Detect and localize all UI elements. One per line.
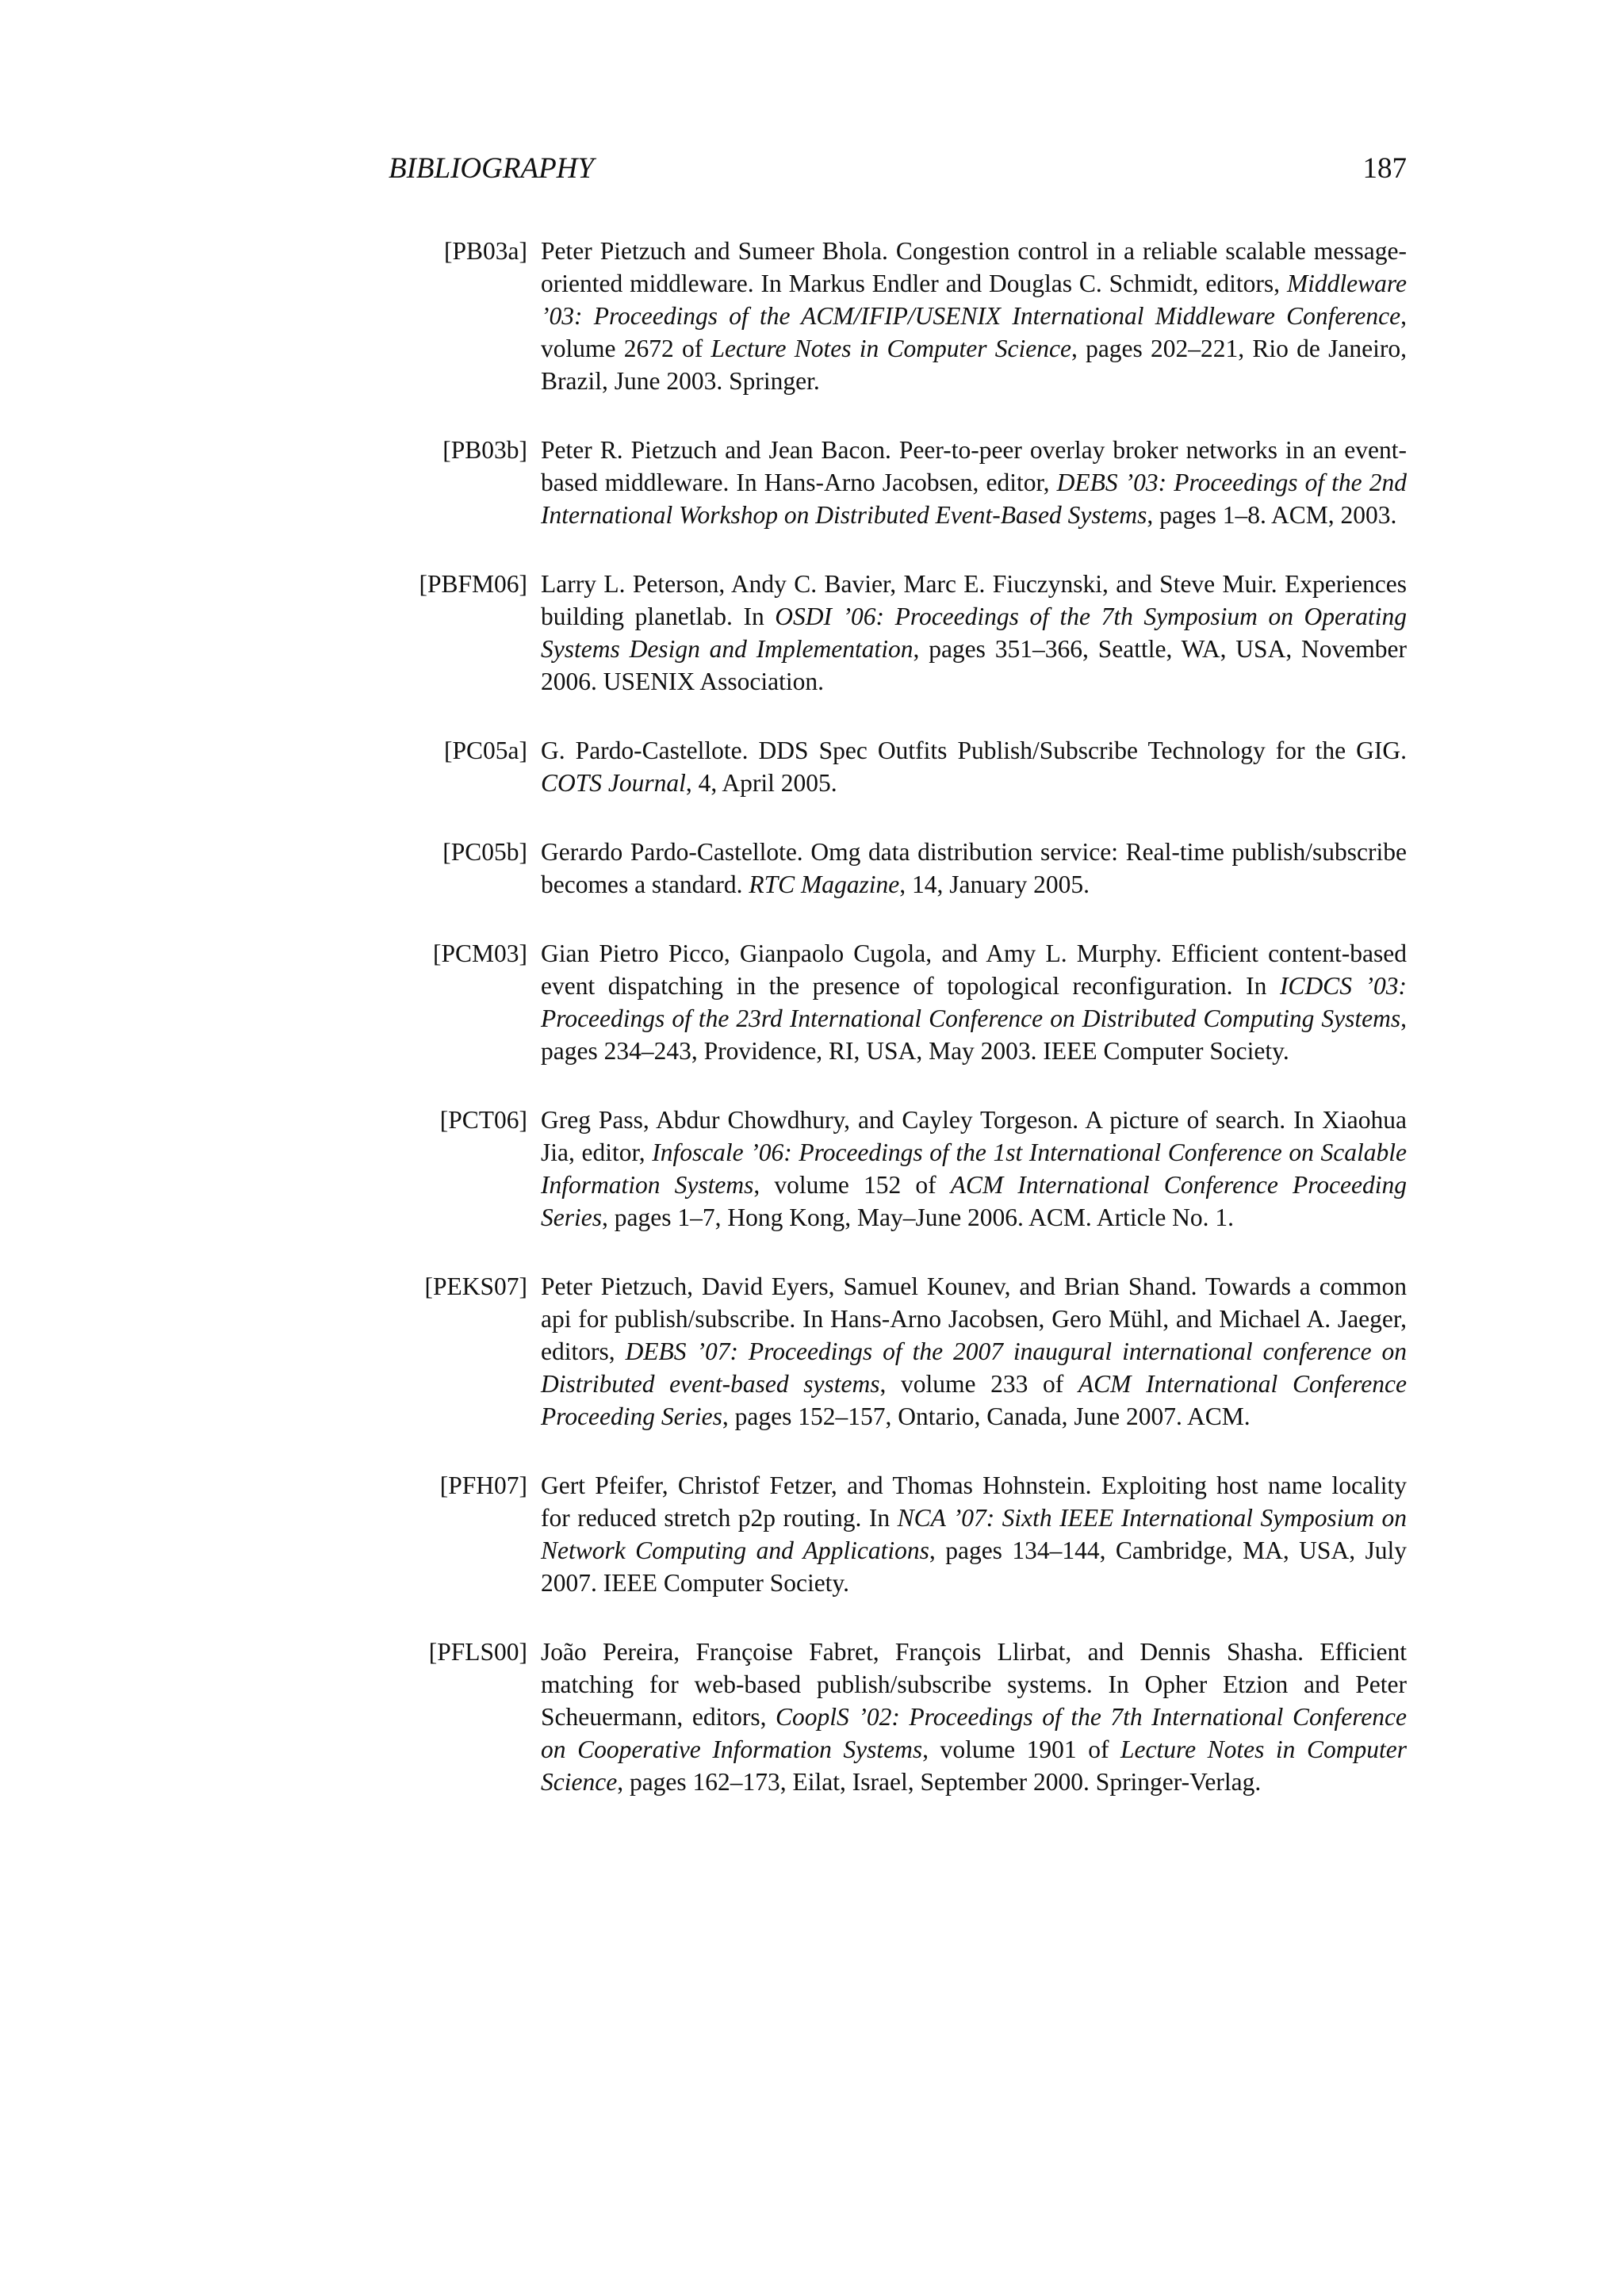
bib-text-segment: Peter Pietzuch, David Eyers, Samuel Kounev, and Brian Shand. Towards a common api for publish/subscribe. In Hans-Arno Jacobsen, Gero Mühl, and Michael A. Jaeger, editors, bbox=[541, 1272, 1407, 1365]
bib-key: [PB03b] bbox=[442, 436, 527, 464]
bib-text-segment: Greg Pass, Abdur Chowdhury, and Cayley Torgeson. A picture of search. In Xiaohua Jia, editor, bbox=[541, 1106, 1407, 1166]
bib-italic-segment: Lecture Notes in Computer Science bbox=[541, 1735, 1407, 1796]
bib-text-segment: , volume 233 of bbox=[879, 1370, 1078, 1398]
bib-text-segment: , pages 202–221, Rio de Janeiro, Brazil, June 2003. Springer. bbox=[541, 335, 1407, 395]
bib-text bbox=[541, 836, 1407, 901]
bib-entry bbox=[389, 734, 1407, 799]
bib-text-segment: , volume 152 of bbox=[753, 1171, 951, 1199]
bib-text-segment: , pages 234–243, Providence, RI, USA, May 2003. IEEE Computer Society. bbox=[541, 1004, 1407, 1065]
bib-text bbox=[541, 1636, 1407, 1798]
bib-italic-segment: Lecture Notes in Computer Science bbox=[710, 335, 1071, 362]
bib-entry bbox=[389, 568, 1407, 698]
bib-text-segment: João Pereira, Françoise Fabret, François Llirbat, and Dennis Shasha. Efficient matching for web-based publish/subscribe systems. In Opher Etzion and Peter Scheuermann, editors, bbox=[541, 1638, 1407, 1731]
bib-text-segment: Gert Pfeifer, Christof Fetzer, and Thomas Hohnstein. Exploiting host name locality for reduced stretch p2p routing. In bbox=[541, 1471, 1407, 1532]
bib-italic-segment: RTC Magazine bbox=[749, 871, 900, 898]
bib-entry bbox=[389, 235, 1407, 397]
bib-italic-segment: Infoscale ’06: Proceedings of the 1st International Conference on Scalable Information Systems bbox=[541, 1138, 1407, 1199]
bib-key: [PCT06] bbox=[439, 1106, 527, 1134]
bib-entry bbox=[389, 937, 1407, 1067]
bib-text bbox=[541, 937, 1407, 1067]
bib-text bbox=[541, 1104, 1407, 1234]
bib-entry bbox=[389, 1104, 1407, 1234]
bib-italic-segment: ACM International Conference Proceeding Series bbox=[541, 1171, 1407, 1231]
bib-entry bbox=[389, 1469, 1407, 1599]
page-number: 187 bbox=[1362, 152, 1407, 185]
bib-key: [PC05a] bbox=[444, 737, 527, 764]
bib-italic-segment: NCA ’07: Sixth IEEE International Symposium on Network Computing and Applications bbox=[541, 1504, 1407, 1564]
bib-text-segment: , pages 1–8. ACM, 2003. bbox=[1147, 501, 1397, 529]
bib-text-segment: , pages 1–7, Hong Kong, May–June 2006. ACM. Article No. 1. bbox=[601, 1203, 1235, 1231]
bib-entry bbox=[389, 1270, 1407, 1433]
bib-text-segment: , volume 1901 of bbox=[922, 1735, 1120, 1763]
bib-text bbox=[541, 235, 1407, 397]
bib-text bbox=[541, 1469, 1407, 1599]
bib-italic-segment: Middleware ’03: Proceedings of the ACM/IFIP/USENIX International Middleware Conference bbox=[541, 270, 1407, 330]
bib-text-segment: Peter Pietzuch and Sumeer Bhola. Congestion control in a reliable scalable message-oriented middleware. In Markus Endler and Douglas C. Schmidt, editors, bbox=[541, 237, 1407, 297]
bibliography-list bbox=[389, 235, 1407, 1835]
bib-italic-segment: DEBS ’03: Proceedings of the 2nd International Workshop on Distributed Event-Based Systems bbox=[541, 469, 1407, 529]
bib-key: [PB03a] bbox=[444, 237, 527, 265]
bib-text bbox=[541, 734, 1407, 799]
page-header bbox=[389, 141, 1407, 197]
bib-text-segment: Gian Pietro Picco, Gianpaolo Cugola, and Amy L. Murphy. Efficient content-based event dispatching in the presence of topological reconfiguration. In bbox=[541, 939, 1407, 1000]
bib-italic-segment: CooplS ’02: Proceedings of the 7th International Conference on Cooperative Information Systems bbox=[541, 1703, 1407, 1763]
bib-key: [PFH07] bbox=[439, 1471, 527, 1499]
bib-key: [PCM03] bbox=[432, 939, 527, 967]
bib-text-segment: , pages 162–173, Eilat, Israel, September 2000. Springer-Verlag. bbox=[617, 1768, 1262, 1796]
bib-text-segment: Peter R. Pietzuch and Jean Bacon. Peer-to-peer overlay broker networks in an event-based middleware. In Hans-Arno Jacobsen, editor, bbox=[541, 436, 1407, 496]
bib-text-segment: G. Pardo-Castellote. DDS Spec Outfits Publish/Subscribe Technology for the GIG. bbox=[541, 737, 1407, 764]
bib-italic-segment: ICDCS ’03: Proceedings of the 23rd International Conference on Distributed Computing Systems bbox=[541, 972, 1407, 1032]
running-title: BIBLIOGRAPHY bbox=[389, 152, 594, 185]
bib-text bbox=[541, 568, 1407, 698]
bib-key: [PFLS00] bbox=[428, 1638, 527, 1666]
bib-text-segment: , 4, April 2005. bbox=[685, 769, 837, 797]
bib-text bbox=[541, 1270, 1407, 1433]
bib-text-segment: , pages 351–366, Seattle, WA, USA, November 2006. USENIX Association. bbox=[541, 635, 1407, 695]
bib-italic-segment: COTS Journal bbox=[541, 769, 686, 797]
bib-text-segment: Gerardo Pardo-Castellote. Omg data distribution service: Real-time publish/subscribe becomes a standard. bbox=[541, 838, 1407, 898]
bib-italic-segment: DEBS ’07: Proceedings of the 2007 inaugural international conference on Distributed event-based systems bbox=[541, 1337, 1408, 1398]
bib-entry bbox=[389, 836, 1407, 901]
bib-entry bbox=[389, 434, 1407, 531]
bib-text-segment: , 14, January 2005. bbox=[899, 871, 1090, 898]
bib-entry bbox=[389, 1636, 1407, 1798]
bib-text bbox=[541, 434, 1407, 531]
bib-key: [PBFM06] bbox=[419, 570, 527, 598]
bib-italic-segment: OSDI ’06: Proceedings of the 7th Symposium on Operating Systems Design and Implementation bbox=[541, 603, 1407, 663]
bib-key: [PEKS07] bbox=[424, 1272, 527, 1300]
bib-italic-segment: ACM International Conference Proceeding Series bbox=[541, 1370, 1407, 1430]
bib-text-segment: , volume 2672 of bbox=[541, 302, 1407, 362]
bib-key: [PC05b] bbox=[442, 838, 527, 866]
bib-text-segment: , pages 134–144, Cambridge, MA, USA, July 2007. IEEE Computer Society. bbox=[541, 1536, 1407, 1597]
bib-text-segment: Larry L. Peterson, Andy C. Bavier, Marc E. Fiuczynski, and Steve Muir. Experiences building planetlab. In bbox=[541, 570, 1407, 630]
bib-text-segment: , pages 152–157, Ontario, Canada, June 2007. ACM. bbox=[722, 1402, 1251, 1430]
